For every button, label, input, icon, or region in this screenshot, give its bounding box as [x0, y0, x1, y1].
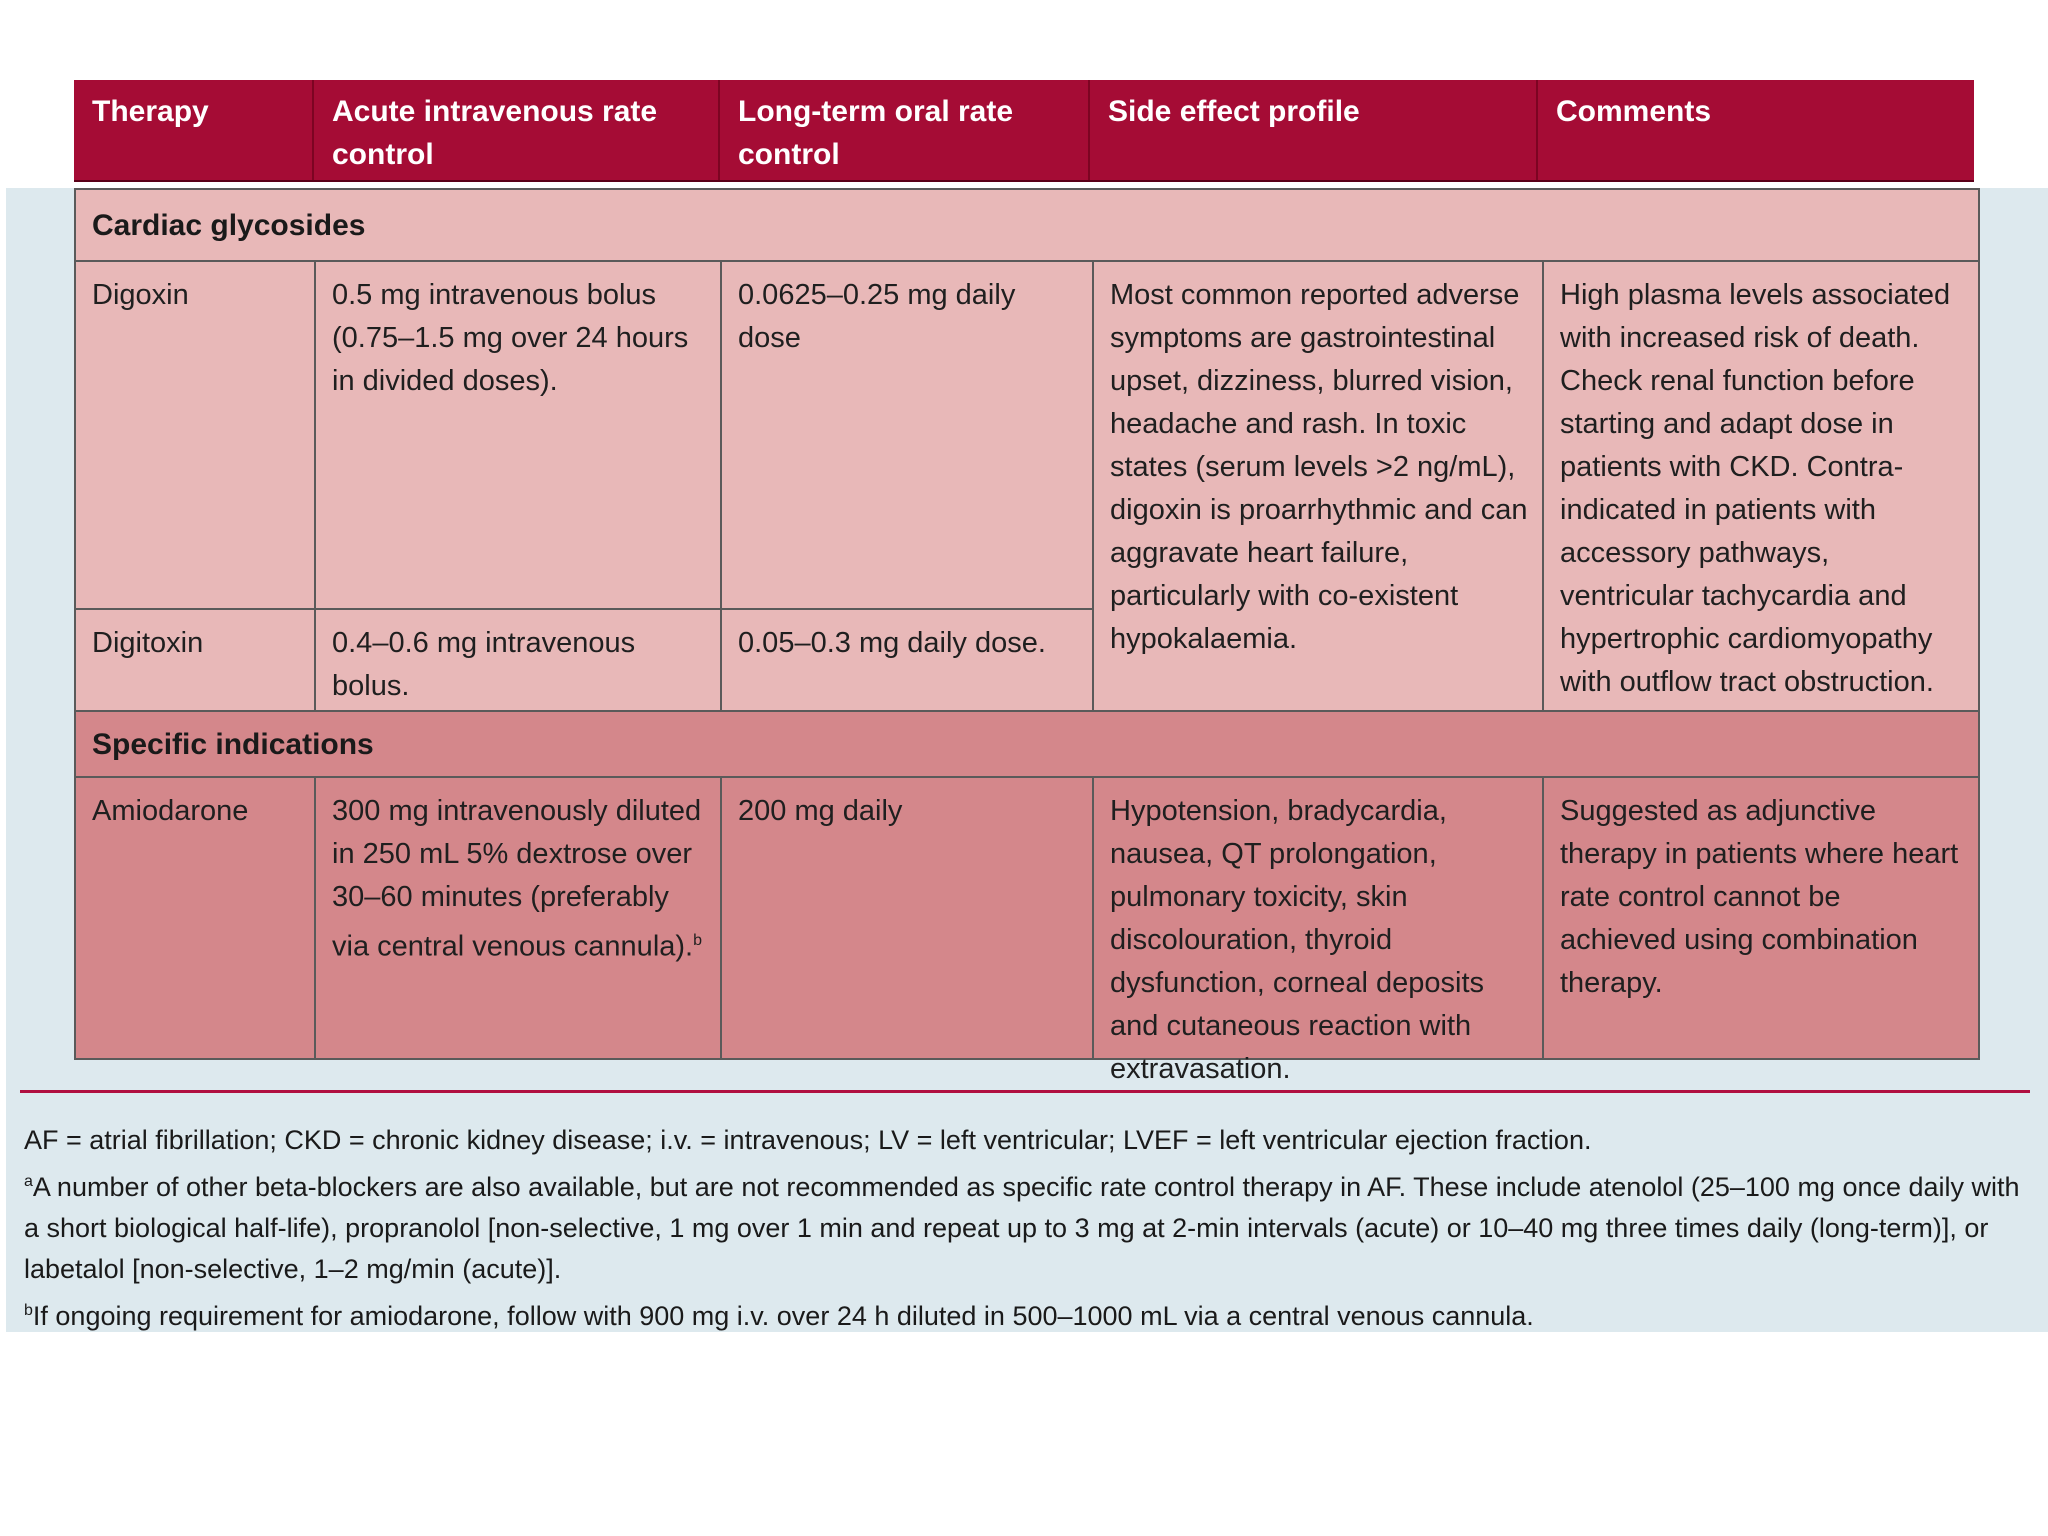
cell-comments-amiodarone: Suggested as adjunctive therapy in patients where heart rate control cannot be achieved using combination therapy. [1560, 795, 1959, 999]
section-title-cardiac-glycosides: Cardiac glycosides [76, 190, 1978, 262]
cell-acute-digitoxin: 0.4–0.6 mg intravenous bolus. [316, 610, 722, 712]
cell-longterm-digoxin: 0.0625–0.25 mg daily dose [722, 262, 1094, 610]
acute-amiodarone-text: 300 mg intravenously diluted in 250 mL 5% dextrose over 30–60 minutes (preferably via central venous cannula). [332, 795, 702, 963]
cell-acute-amiodarone [316, 778, 722, 1058]
footnote-b [24, 1290, 2034, 1337]
cell-acute-digoxin: 0.5 mg intravenous bolus (0.75–1.5 mg over 24 hours in divided doses). [316, 262, 722, 610]
footnote-mark-b: b [693, 932, 703, 949]
footnote-divider [20, 1090, 2030, 1093]
cell-therapy-amiodarone: Amiodarone [76, 778, 316, 1058]
footnote-abbreviations: AF = atrial fibrillation; CKD = chronic kidney disease; i.v. = intravenous; LV = left ventricular; LVEF = left ventricular ejection fraction. [24, 1125, 1592, 1155]
cell-longterm-digitoxin: 0.05–0.3 mg daily dose. [722, 610, 1094, 712]
footnote-b-text: If ongoing requirement for amiodarone, follow with 900 mg i.v. over 24 h diluted in 500–1000 mL via a central venous cannula. [32, 1301, 1534, 1331]
cell-longterm-amiodarone: 200 mg daily [722, 778, 1094, 1058]
footnotes [24, 1120, 2034, 1337]
cell-side-effects-amiodarone: Hypotension, bradycardia, nausea, QT prolongation, pulmonary toxicity, skin discolouration, thyroid dysfunction, corneal deposits and cutaneous reaction with extravasation. [1094, 778, 1544, 1058]
cell-side-effects-glycosides: Most common reported adverse symptoms are gastrointestinal upset, dizziness, blurred vision, headache and rash. In toxic states (serum levels >2 ng/mL), digoxin is proarrhythmic and can aggravate heart failure, particularly with co-existent hypokalaemia. [1094, 262, 1544, 712]
table-header [74, 80, 1974, 182]
footnote-a-text: A number of other beta-blockers are also available, but are not recommended as specific rate control therapy in AF. These include atenolol (25–100 mg once daily with a short biological half-life), propranolol [non-selective, 1 mg over 1 min and repeat up to 3 mg at 2-min intervals (acute) or 10–40 mg three times daily (long-term)], or labetalol [non-selective, 1–2 mg/min (acute)]. [24, 1172, 2020, 1284]
section-title-specific-indications: Specific indications [76, 712, 1978, 778]
footnote-b-mark: b [24, 1302, 33, 1319]
cell-comments-glycosides: High plasma levels associated with increased risk of death. Check renal function before starting and adapt dose in patients with CKD. Contra-indicated in patients with accessory pathways, ventricular tachycardia and hypertrophic cardiomyopathy with outflow tract obstruction. [1560, 279, 1951, 698]
cell-therapy-digitoxin: Digitoxin [76, 610, 316, 712]
header-acute-iv: Acute intravenous rate control [314, 80, 720, 180]
header-comments: Comments [1556, 95, 1712, 128]
footnote-a [24, 1161, 2034, 1290]
footnote-a-mark: a [24, 1173, 33, 1190]
cell-therapy-digoxin: Digoxin [76, 262, 316, 610]
table-body [74, 188, 1980, 1085]
header-side-effects: Side effect profile [1090, 80, 1538, 180]
header-long-term-oral: Long-term oral rate control [720, 80, 1090, 180]
header-therapy: Therapy [74, 80, 314, 180]
